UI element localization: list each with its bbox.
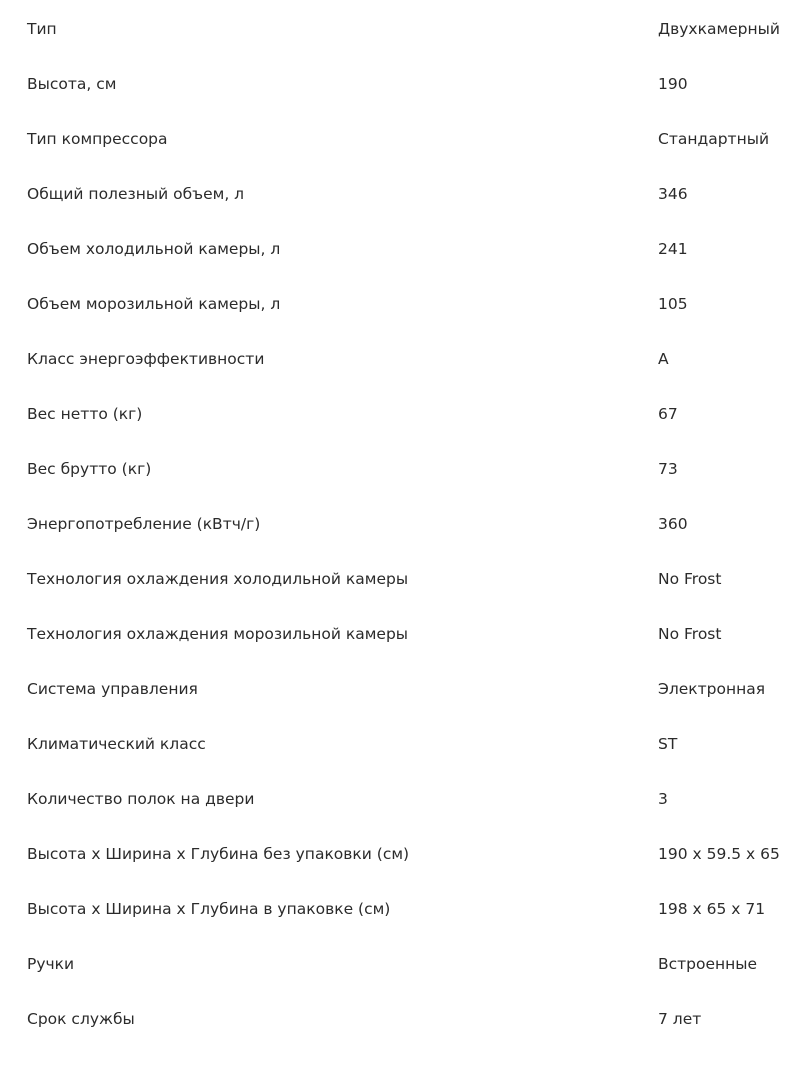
spec-value: Стандартный xyxy=(658,130,770,148)
spec-value: ST xyxy=(658,735,678,753)
spec-label: Количество полок на двери xyxy=(27,790,255,808)
spec-label: Климатический класс xyxy=(27,735,206,753)
spec-row xyxy=(0,130,795,185)
spec-label: Технология охлаждения морозильной камеры xyxy=(27,625,409,643)
spec-value: 3 xyxy=(658,790,668,808)
spec-row xyxy=(0,185,795,240)
spec-value: 346 xyxy=(658,185,688,203)
spec-label: Система управления xyxy=(27,680,198,698)
spec-label: Высота x Ширина x Глубина в упаковке (см) xyxy=(27,900,391,918)
spec-row xyxy=(0,1010,795,1065)
spec-value: 190 xyxy=(658,75,688,93)
spec-value: 7 лет xyxy=(658,1010,702,1028)
spec-value: No Frost xyxy=(658,625,722,643)
spec-label: Высота x Ширина x Глубина без упаковки (см) xyxy=(27,845,410,863)
spec-row xyxy=(0,845,795,900)
spec-row xyxy=(0,515,795,570)
spec-value: No Frost xyxy=(658,570,722,588)
spec-value: 241 xyxy=(658,240,688,258)
spec-value: 73 xyxy=(658,460,678,478)
spec-value: 105 xyxy=(658,295,688,313)
spec-value: Встроенные xyxy=(658,955,758,973)
spec-row xyxy=(0,295,795,350)
spec-label: Энергопотребление (кВтч/г) xyxy=(27,515,261,533)
spec-label: Технология охлаждения холодильной камеры xyxy=(27,570,409,588)
spec-row xyxy=(0,405,795,460)
spec-label: Вес нетто (кг) xyxy=(27,405,143,423)
spec-label: Вес брутто (кг) xyxy=(27,460,152,478)
spec-value: Двухкамерный xyxy=(658,20,780,38)
spec-row xyxy=(0,735,795,790)
spec-value: 190 x 59.5 x 65 xyxy=(658,845,780,863)
spec-label: Общий полезный объем, л xyxy=(27,185,245,203)
spec-row xyxy=(0,790,795,845)
spec-value: 67 xyxy=(658,405,678,423)
spec-row xyxy=(0,955,795,1010)
spec-label: Ручки xyxy=(27,955,75,973)
spec-label: Класс энергоэффективности xyxy=(27,350,265,368)
spec-row xyxy=(0,350,795,405)
spec-label: Объем морозильной камеры, л xyxy=(27,295,281,313)
spec-row xyxy=(0,900,795,955)
spec-row xyxy=(0,240,795,295)
spec-value: A xyxy=(658,350,669,368)
spec-value: 198 x 65 x 71 xyxy=(658,900,766,918)
spec-row xyxy=(0,75,795,130)
spec-label: Высота, см xyxy=(27,75,117,93)
spec-row xyxy=(0,625,795,680)
spec-label: Тип компрессора xyxy=(27,130,168,148)
spec-label: Тип xyxy=(27,20,57,38)
spec-value: Электронная xyxy=(658,680,766,698)
spec-row xyxy=(0,680,795,735)
spec-row xyxy=(0,460,795,515)
spec-label: Срок службы xyxy=(27,1010,135,1028)
spec-row xyxy=(0,570,795,625)
spec-label: Объем холодильной камеры, л xyxy=(27,240,281,258)
spec-row xyxy=(0,20,795,75)
spec-value: 360 xyxy=(658,515,688,533)
